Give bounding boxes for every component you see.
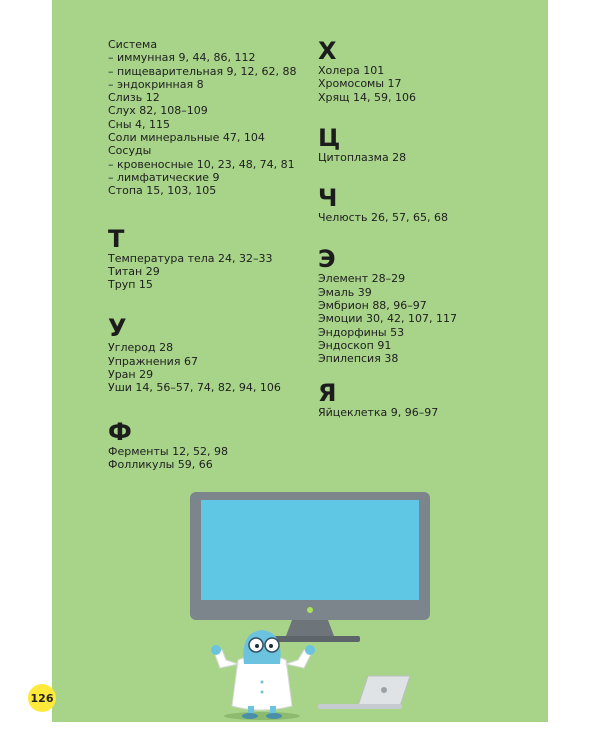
index-block-e <box>318 246 538 365</box>
index-entry: Уши 14, 56–57, 74, 82, 94, 106 <box>108 381 281 395</box>
index-entry: Ферменты 12, 52, 98 <box>108 444 229 458</box>
index-entry: Температура тела 24, 32–33 <box>108 251 273 265</box>
index-entry: Хрящ 14, 59, 106 <box>318 90 416 104</box>
index-entry: Труп 15 <box>108 278 153 292</box>
index-block-ch <box>318 185 538 224</box>
index-entry: Эпилепсия 38 <box>318 352 399 366</box>
index-entry: Эмоции 30, 42, 107, 117 <box>318 312 457 326</box>
index-entry: Челюсть 26, 57, 65, 68 <box>318 211 449 225</box>
index-letter-heading: Х <box>318 37 337 65</box>
index-entry: Стопа 15, 103, 105 <box>108 184 217 198</box>
index-entry: Эмаль 39 <box>318 285 372 299</box>
index-letter-heading: Ч <box>318 184 338 213</box>
index-entry: Углерод 28 <box>108 341 174 355</box>
index-entry: Фолликулы 59, 66 <box>108 457 213 471</box>
index-entry: Титан 29 <box>108 264 160 278</box>
index-letter-heading: Ц <box>318 123 341 152</box>
index-entry: Цитоплазма 28 <box>318 150 407 164</box>
index-column-right <box>318 38 538 419</box>
index-block-ts <box>318 125 538 164</box>
index-entry: Система <box>108 38 158 51</box>
index-entry: – эндокринная 8 <box>108 77 204 91</box>
index-letter-heading: Т <box>108 224 125 253</box>
index-column-left <box>108 38 318 471</box>
index-entry: Сосуды <box>108 144 152 158</box>
index-entry: Упражнения 67 <box>108 354 198 368</box>
index-letter-heading: У <box>108 314 127 343</box>
index-entry: Сны 4, 115 <box>108 117 171 131</box>
index-entry: Соли минеральные 47, 104 <box>108 131 265 145</box>
index-entry: Хромосомы 17 <box>318 77 402 91</box>
index-block-continued <box>108 38 318 198</box>
index-entry: Уран 29 <box>108 368 154 382</box>
index-entry: Эндорфины 53 <box>318 325 405 339</box>
index-entry: – иммунная 9, 44, 86, 112 <box>108 51 256 65</box>
page-number-badge: 126 <box>28 684 56 712</box>
index-entry: – лимфатические 9 <box>108 170 220 184</box>
index-entry: Эндоскоп 91 <box>318 338 392 352</box>
index-letter-heading: Ф <box>108 417 132 446</box>
index-entry: Яйцеклетка 9, 96–97 <box>318 405 439 419</box>
index-entry: Эмбрион 88, 96–97 <box>318 299 427 313</box>
index-block-t <box>108 226 318 292</box>
index-block-ya <box>318 380 538 419</box>
index-entry: Холера 101 <box>318 64 385 77</box>
index-entry: Слизь 12 <box>108 91 160 105</box>
index-letter-heading: Я <box>318 378 337 407</box>
index-entry: Элемент 28–29 <box>318 272 406 286</box>
index-entry: Слух 82, 108–109 <box>108 104 208 118</box>
index-entry: – кровеносные 10, 23, 48, 74, 81 <box>108 157 295 171</box>
index-block-f <box>108 419 318 472</box>
index-entry: – пищеварительная 9, 12, 62, 88 <box>108 64 297 78</box>
index-block-u <box>108 315 318 394</box>
index-letter-heading: Э <box>318 245 336 274</box>
index-block-kh <box>318 38 538 104</box>
index-page <box>52 0 548 722</box>
